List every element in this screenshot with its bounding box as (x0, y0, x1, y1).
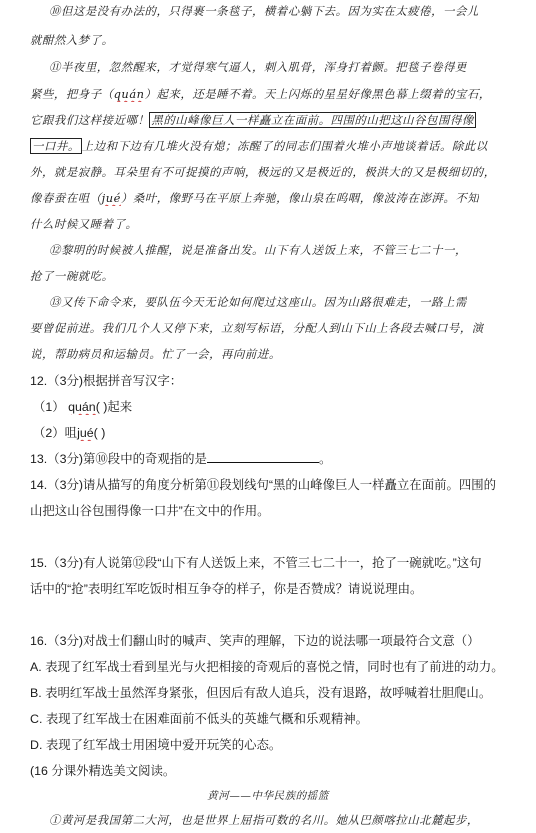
option-c: C. 表现了红军战士在困难面前不低头的英雄气概和乐观精神。 (30, 712, 368, 726)
passage-text: 它跟我们这样接近哪！ (30, 113, 150, 127)
passage-p11-line2 (30, 86, 491, 102)
reading2-p1-line1: ①黄河是我国第二大河，也是世界上屈指可数的名川。她从巴颜喀拉山北麓起步， (49, 813, 479, 827)
question-15-line1: 15.（3分)有人说第⑫段“山下有人送饭上来，不管三七二十一，抢了一碗就吃。”这句 (30, 556, 482, 570)
passage-p11-line6 (30, 190, 479, 206)
passage-text: 像春蚕在咀（ (30, 191, 102, 205)
pinyin-quan: quán (113, 87, 145, 101)
passage-p10-line2: 就酣然入梦了。 (30, 33, 114, 47)
passage-text: ）起来，还是睡不着。天上闪烁的星星好像黑色幕上缀着的宝石， (144, 87, 491, 101)
option-d: D. 表现了红军战士用困境中爱开玩笑的心态。 (30, 738, 282, 752)
passage-p11-line4 (30, 138, 488, 154)
question-14-line2: 山把这山谷包围得像一口井”在文中的作用。 (30, 504, 270, 518)
item-label: （2）咀 (33, 426, 78, 440)
option-a: A. 表现了红军战士看到星光与火把相接的奇观后的喜悦之情，同时也有了前进的动力。 (30, 660, 504, 674)
underlined-sentence: 黑的山峰像巨人一样矗立在面前。四围的山把这山谷包围得像 (151, 113, 474, 127)
passage-p11-line7: 什么时候又睡着了。 (30, 217, 138, 231)
question-14-line1: 14.（3分)请从描写的角度分析第⑪段划线句“黑的山峰像巨人一样矗立在面前。四围的 (30, 478, 497, 492)
passage-p11-line3 (30, 112, 476, 128)
pinyin-jue: jué (101, 191, 121, 205)
question-12-item2 (33, 423, 105, 441)
pinyin-jue: jué (77, 426, 94, 440)
question-16-stem: 16.（3分)对战士们翻山时的喊声、笑声的理解，下边的说法哪一项最符合文意（） (30, 634, 480, 648)
passage-text: 紧些，把身子（ (30, 87, 114, 101)
passage-p13-line3: 说，帮助病员和运输员。忙了一会，再向前进。 (30, 347, 281, 361)
underlined-sentence-end: 一口井。 (32, 139, 80, 153)
answer-blank: ( )起来 (95, 400, 133, 414)
item-label: （1） (33, 400, 69, 414)
passage-p10-line1: ⑩但这是没有办法的，只得裹一条毯子，横着心躺下去。因为实在太疲倦，一会儿 (49, 4, 479, 18)
question-13 (30, 449, 331, 467)
passage-p13-line2: 要曾促前进。我们几个人又停下来，立刻写标语，分配人到山下山上各段去喊口号，演 (30, 321, 484, 335)
passage-p12-line1: ⑫黎明的时候被人推醒，说是准备出发。山下有人送饭上来，不管三七二十一， (49, 243, 467, 257)
question-text: 。 (318, 452, 332, 466)
passage-text: 上边和下边有几堆火没有熄；冻醒了的同志们围着火堆小声地谈着话。除此以 (81, 139, 488, 153)
reading2-title: 黄河——中华民族的摇篮 (207, 790, 329, 802)
passage-p12-line2: 抢了一碗就吃。 (30, 269, 114, 283)
question-12-item1 (33, 397, 132, 415)
option-b: B. 表明红军战士虽然浑身紧张，但因后有敌人追兵，没有退路，故呼喊着壮胆爬山。 (30, 686, 492, 700)
pinyin-quan: quán (68, 400, 96, 414)
passage-text: ）桑叶，像野马在平原上奔驰，像山泉在呜咽，像波涛在澎湃。不知 (120, 191, 480, 205)
question-12-stem: 12.（3分)根据拼音写汉字： (30, 374, 183, 388)
question-text: 13.（3分)第⑩段中的奇观指的是 (30, 452, 207, 466)
answer-blank: ( ) (93, 426, 106, 440)
fill-blank (207, 451, 319, 463)
question-15-line2: 话中的“抢”表明红军吃饭时相互争夺的样子，你是否赞成？请说说理由。 (30, 582, 423, 596)
passage-p11-line1: ⑪半夜里，忽然醒来，才觉得寒气逼人，刺入肌骨，浑身打着颤。把毯子卷得更 (49, 60, 467, 74)
section-header: (16 分课外精选美文阅读。 (30, 764, 176, 778)
passage-p11-line5: 外，就是寂静。耳朵里有不可捉摸的声响，极远的又是极近的，极洪大的又是极细切的， (30, 165, 496, 179)
passage-p13-line1: ⑬又传下命令来，要队伍今天无论如何爬过这座山。因为山路很难走，一路上需 (49, 295, 467, 309)
